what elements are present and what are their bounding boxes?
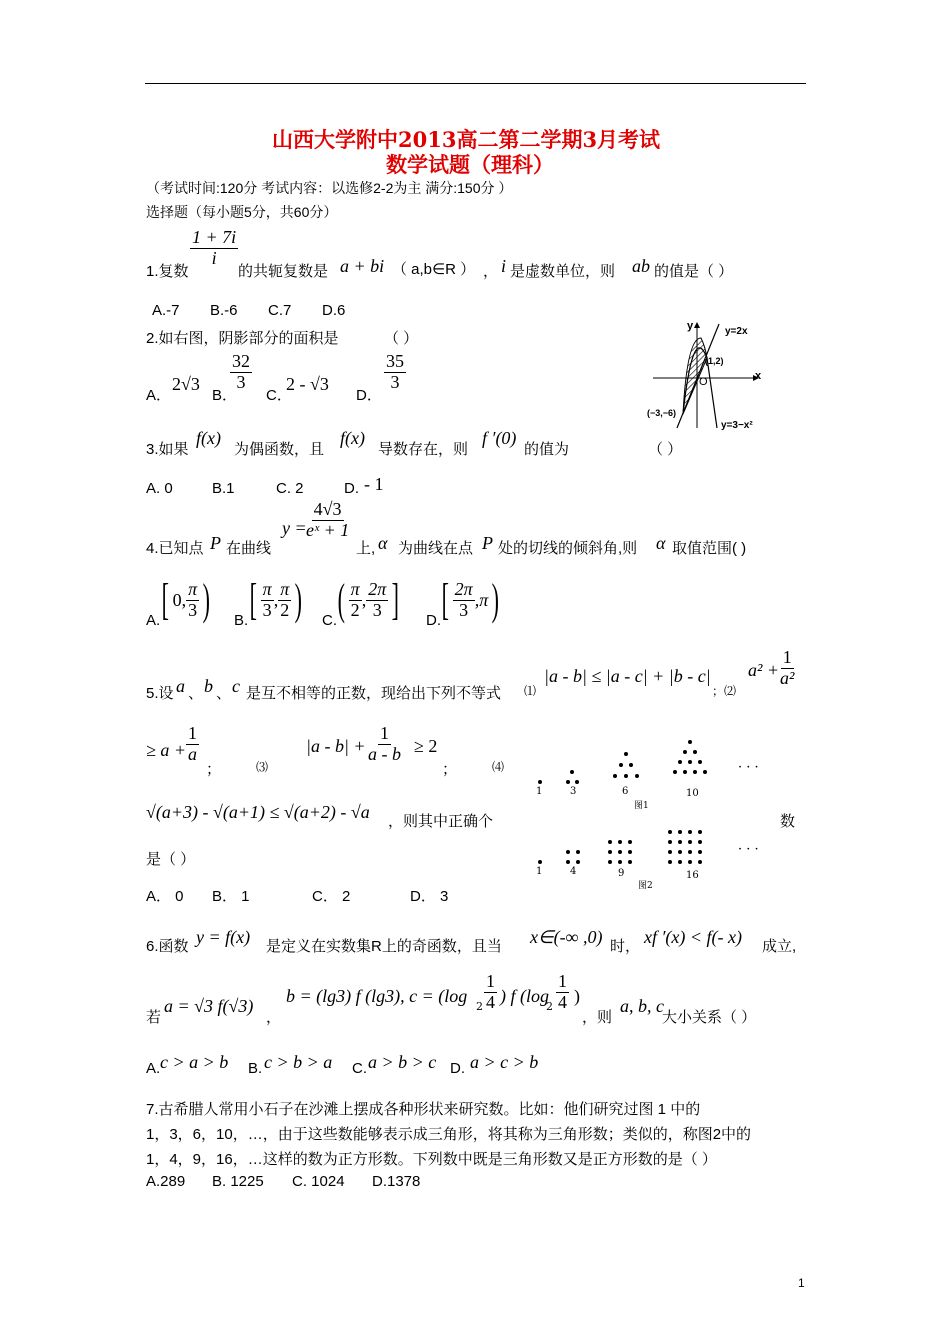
q3-fp: f ′(0)	[482, 428, 517, 448]
q3-t1: 为偶函数，且	[234, 441, 325, 458]
q3-option-c[interactable]: C. 2	[276, 480, 304, 497]
q2-option-a[interactable]: 2√3	[172, 374, 200, 394]
q6-option-d[interactable]: a > c > b	[470, 1052, 539, 1072]
q7-option-a[interactable]: A.289	[146, 1173, 186, 1190]
q4-prefix: 4.已知点	[146, 540, 204, 557]
q1-option-a[interactable]: A.-7	[152, 302, 180, 319]
q6-if: 若	[146, 1009, 162, 1026]
q3-paren: （ ）	[648, 441, 683, 458]
q2-option-d-label[interactable]: D．	[356, 387, 382, 404]
q6-bc-frac2: $\frac{1}{4}$	[558, 971, 567, 1012]
q3-option-d-value[interactable]: - 1	[364, 474, 384, 494]
q6-option-a-label[interactable]: A.	[146, 1060, 161, 1077]
q5-option-c[interactable]: C． 2	[312, 888, 351, 905]
q6-ineq: xf ′(x) < f(- x)	[644, 927, 743, 947]
q4-alpha: α	[378, 533, 388, 553]
q5-t1: 是互不相等的正数，现给出下列不等式	[246, 685, 502, 702]
q4-option-c-label[interactable]: C.	[322, 612, 337, 629]
q5-t4: 是（ ）	[146, 851, 196, 868]
q6-yfx: y = f(x)	[196, 927, 251, 947]
q4-t1: 在曲线	[226, 540, 272, 557]
q1-fraction: $\frac{1 + 7i}{i}$	[192, 227, 237, 268]
q2-paren: （ ）	[384, 330, 419, 347]
q3-option-a[interactable]: A. 0	[146, 480, 173, 497]
q1-option-c[interactable]: C.7	[268, 302, 292, 319]
q2-option-a-label[interactable]: A．	[146, 387, 172, 404]
q2-option-d[interactable]: $\frac{35}{3}$	[386, 351, 404, 392]
section-heading: 选择题（每小题5分，共60分）	[146, 204, 338, 220]
q5-ineq4: √(a+3) - √(a+1) ≤ √(a+2) - √a	[146, 802, 370, 822]
q6-option-a[interactable]: c > a > b	[160, 1052, 229, 1072]
q4-P: P	[210, 533, 221, 553]
q3-option-b[interactable]: B.1	[212, 480, 235, 497]
q7-line3: 1，4，9，16，…这样的数为正方形数。下列数中既是三角形数又是正方形数的是（ ）	[146, 1151, 717, 1168]
q4-t2: 上,	[356, 540, 376, 557]
q7-line2: 1，3，6，10，…，由于这些数能够表示成三角形，将其称为三角形数；类似的，称图2中的	[146, 1126, 752, 1143]
q6-option-b-label[interactable]: B.	[248, 1060, 263, 1077]
q4-option-b[interactable]: [ $\frac{\pi}{3}$ , $\frac{\pi}{2}$ )	[249, 575, 303, 624]
q3-option-d[interactable]: D.	[344, 480, 359, 497]
q5-ineq3-right: ≥ 2	[414, 736, 438, 756]
q2-option-c[interactable]: 2 - √3	[286, 374, 329, 394]
q6-t2: 时，	[610, 938, 641, 955]
q4-P2: P	[482, 533, 493, 553]
q7-option-c[interactable]: C. 1024	[292, 1173, 345, 1190]
q4-fraction: $\frac{4√3}{\text{eˣ + 1}}$	[306, 499, 350, 540]
q5-option-b[interactable]: B． 1	[212, 888, 250, 905]
q4-y-eq: y =	[282, 518, 307, 538]
q6-prefix: 6.函数	[146, 938, 189, 955]
q4-option-a[interactable]: [ 0, $\frac{\pi}{3}$ )	[161, 575, 211, 624]
q6-option-c[interactable]: a > b > c	[368, 1052, 437, 1072]
q5-prefix: 5.设	[146, 685, 174, 702]
header-rule	[145, 83, 806, 84]
q5-ineq1: |a - b| ≤ |a - c| + |b - c|	[544, 666, 711, 686]
q2-option-b[interactable]: $\frac{32}{3}$	[232, 351, 250, 392]
q4-t5: 取值范围( )	[672, 540, 747, 557]
q6-abc: a, b, c	[620, 996, 664, 1016]
q3-t3: 的值为	[524, 441, 570, 458]
q5-frac2: $\frac{1}{a}$	[188, 723, 197, 764]
q6-t4: ，则	[582, 1009, 613, 1026]
q1-option-d[interactable]: D.6	[322, 302, 346, 319]
q4-option-b-label[interactable]: B.	[234, 612, 249, 629]
q3-prefix: 3.如果	[146, 441, 189, 458]
q7-option-b[interactable]: B. 1225	[212, 1173, 264, 1190]
q6-t3: 成立,	[762, 938, 797, 955]
q5-option-d[interactable]: D． 3	[410, 888, 449, 905]
q6-bc-frac1: $\frac{1}{4}$	[486, 971, 495, 1012]
q6-bc-def2: ) f (log	[500, 986, 549, 1006]
q5-figure-svg	[530, 732, 770, 892]
title-line2: 数学试题（理科）	[386, 152, 554, 177]
q6-bc-def1: b = (lg3) f (lg3), c = (log	[286, 986, 468, 1006]
q5-frac3: $\frac{1}{a - b}$	[368, 723, 401, 764]
q6-cond: x∈(-∞ ,0)	[530, 927, 603, 947]
q5-option-a[interactable]: A． 0	[146, 888, 184, 905]
q4-option-d-label[interactable]: D.	[426, 612, 441, 629]
q7-line1: 7.古希腊人常用小石子在沙滩上摆成各种形状来研究数。比如：他们研究过图 1 中的	[146, 1101, 701, 1118]
q5-t3: 数	[780, 813, 796, 830]
q6-option-d-label[interactable]: D.	[450, 1060, 465, 1077]
q5-frac1: $\frac{1}{\text{a²}}$	[780, 647, 795, 688]
q3-fx: f(x)	[196, 428, 221, 448]
q2-graph: y x O y=2x (1,2) (−3,−6) y=3−x²	[645, 318, 775, 436]
q4-t3: 为曲线在点	[398, 540, 474, 557]
q4-option-a-label[interactable]: A.	[146, 612, 161, 629]
q5-a2: a² +	[748, 660, 780, 680]
q6-option-b[interactable]: c > b > a	[264, 1052, 333, 1072]
q5-figure: 1 3 6 10 图1 · · · 1 4 9 16 图2 · · ·	[530, 732, 770, 892]
q7-option-d[interactable]: D.1378	[372, 1173, 421, 1190]
q3-t2: 导数存在，则	[378, 441, 469, 458]
q1-option-b[interactable]: B.-6	[210, 302, 238, 319]
q4-option-c[interactable]: ( $\frac{\pi}{2}$ , $\frac{2\pi}{3}$ ]	[337, 575, 400, 624]
q3-fx2: f(x)	[340, 428, 365, 448]
q2-stem: 2.如右图，阴影部分的面积是	[146, 330, 339, 347]
q2-option-c-label[interactable]: C．	[266, 387, 292, 404]
exam-info: （考试时间:120分 考试内容：以选修2-2为主 满分:150分 ）	[146, 180, 513, 196]
q6-t1: 是定义在实数集R上的奇函数，且当	[266, 938, 502, 955]
y-axis-arrow	[694, 322, 700, 328]
q4-t4: 处的切线的倾斜角,则	[498, 540, 638, 557]
q6-option-c-label[interactable]: C.	[352, 1060, 367, 1077]
q5-t2: ，则其中正确个	[388, 813, 494, 830]
q4-option-d[interactable]: [ $\frac{2\pi}{3}$ ,π )	[441, 575, 500, 624]
title-line1: 山西大学附中2013高二第二学期3月考试	[272, 127, 661, 152]
q5-ge: ≥ a +	[146, 740, 187, 760]
q6-a-def: a = √3 f(√3)	[164, 996, 254, 1016]
q2-option-b-label[interactable]: B．	[212, 387, 238, 404]
q5-ineq3-left: |a - b| +	[306, 736, 366, 756]
q6-t5: 大小关系（ ）	[662, 1009, 757, 1026]
page-number: 1	[798, 1276, 805, 1290]
q4-alpha2: α	[656, 533, 666, 553]
